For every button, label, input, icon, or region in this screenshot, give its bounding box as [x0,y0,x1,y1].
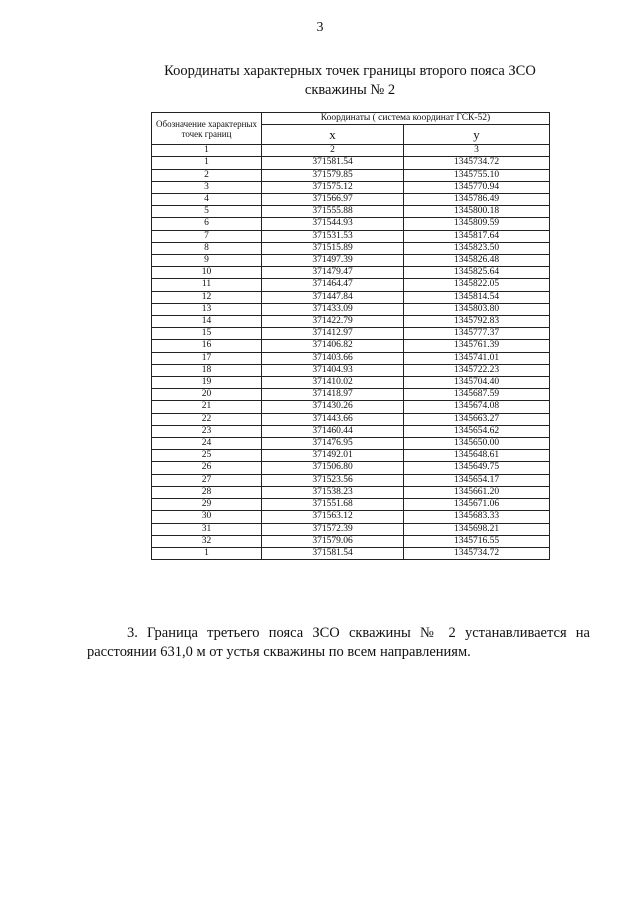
x-coordinate-cell: 371412.97 [262,328,404,340]
y-coordinate-cell: 1345704.40 [404,377,550,389]
x-coordinate-cell: 371515.89 [262,242,404,254]
point-id-cell: 10 [152,267,262,279]
point-id-cell: 18 [152,364,262,376]
header-point-designation: Обозначение характерных точек границ [152,113,262,145]
point-id-cell: 16 [152,340,262,352]
x-coordinate-cell: 371575.12 [262,181,404,193]
point-id-cell: 28 [152,486,262,498]
point-id-cell: 9 [152,255,262,267]
y-coordinate-cell: 1345741.01 [404,352,550,364]
point-id-cell: 13 [152,303,262,315]
table-row [152,535,550,547]
x-coordinate-cell: 371555.88 [262,206,404,218]
point-id-cell: 22 [152,413,262,425]
y-coordinate-cell: 1345654.17 [404,474,550,486]
x-coordinate-cell: 371551.68 [262,499,404,511]
x-coordinate-cell: 371460.44 [262,425,404,437]
y-coordinate-cell: 1345786.49 [404,194,550,206]
title-line-2: скважины № 2 [304,82,396,98]
point-id-cell: 23 [152,425,262,437]
table-row [152,462,550,474]
y-coordinate-cell: 1345661.20 [404,486,550,498]
column-number: 3 [404,145,550,157]
table-row [152,401,550,413]
table-row [152,206,550,218]
table-row [152,425,550,437]
x-coordinate-cell: 371476.95 [262,438,404,450]
table-row [152,511,550,523]
y-coordinate-cell: 1345814.54 [404,291,550,303]
table-row [152,352,550,364]
header-y: y [404,125,550,145]
table-title [150,62,550,100]
table-row [152,340,550,352]
table-row [152,291,550,303]
y-coordinate-cell: 1345654.62 [404,425,550,437]
y-coordinate-cell: 1345755.10 [404,169,550,181]
table-row [152,316,550,328]
column-number-row [152,145,550,157]
y-coordinate-cell: 1345817.64 [404,230,550,242]
x-coordinate-cell: 371418.97 [262,389,404,401]
y-coordinate-cell: 1345826.48 [404,255,550,267]
x-coordinate-cell: 371581.54 [262,157,404,169]
table-row [152,194,550,206]
table-row [152,523,550,535]
x-coordinate-cell: 371433.09 [262,303,404,315]
table-row [152,389,550,401]
y-coordinate-cell: 1345770.94 [404,181,550,193]
x-coordinate-cell: 371492.01 [262,450,404,462]
point-id-cell: 7 [152,230,262,242]
point-id-cell: 17 [152,352,262,364]
column-number: 2 [262,145,404,157]
title-line-1: Координаты характерных точек границы второго пояса ЗСО [164,63,536,79]
point-id-cell: 20 [152,389,262,401]
point-id-cell: 15 [152,328,262,340]
point-id-cell: 32 [152,535,262,547]
y-coordinate-cell: 1345649.75 [404,462,550,474]
y-coordinate-cell: 1345800.18 [404,206,550,218]
table-row [152,255,550,267]
y-coordinate-cell: 1345683.33 [404,511,550,523]
point-id-cell: 11 [152,279,262,291]
y-coordinate-cell: 1345663.27 [404,413,550,425]
table-row [152,364,550,376]
table-row [152,499,550,511]
table-row [152,413,550,425]
header-x: x [262,125,404,145]
x-coordinate-cell: 371506.80 [262,462,404,474]
y-coordinate-cell: 1345803.80 [404,303,550,315]
table-row [152,181,550,193]
x-coordinate-cell: 371410.02 [262,377,404,389]
y-coordinate-cell: 1345674.08 [404,401,550,413]
point-id-cell: 27 [152,474,262,486]
point-id-cell: 1 [152,157,262,169]
y-coordinate-cell: 1345722.23 [404,364,550,376]
table-row [152,303,550,315]
table-row [152,450,550,462]
x-coordinate-cell: 371531.53 [262,230,404,242]
table-row [152,169,550,181]
y-coordinate-cell: 1345823.50 [404,242,550,254]
point-id-cell: 31 [152,523,262,535]
x-coordinate-cell: 371464.47 [262,279,404,291]
point-id-cell: 12 [152,291,262,303]
table-row [152,486,550,498]
point-id-cell: 1 [152,547,262,559]
point-id-cell: 8 [152,242,262,254]
point-id-cell: 21 [152,401,262,413]
x-coordinate-cell: 371563.12 [262,511,404,523]
point-id-cell: 6 [152,218,262,230]
x-coordinate-cell: 371430.26 [262,401,404,413]
table-row [152,328,550,340]
table-row [152,157,550,169]
column-number: 1 [152,145,262,157]
y-coordinate-cell: 1345716.55 [404,535,550,547]
y-coordinate-cell: 1345822.05 [404,279,550,291]
x-coordinate-cell: 371479.47 [262,267,404,279]
table-row [152,377,550,389]
x-coordinate-cell: 371544.93 [262,218,404,230]
point-id-cell: 29 [152,499,262,511]
y-coordinate-cell: 1345825.64 [404,267,550,279]
x-coordinate-cell: 371579.85 [262,169,404,181]
y-coordinate-cell: 1345671.06 [404,499,550,511]
table-row [152,230,550,242]
point-id-cell: 14 [152,316,262,328]
table-row [152,279,550,291]
y-coordinate-cell: 1345734.72 [404,547,550,559]
y-coordinate-cell: 1345809.59 [404,218,550,230]
header-coordinate-system: Координаты ( система координат ГСК-52) [262,113,550,125]
point-id-cell: 26 [152,462,262,474]
boundary-paragraph: 3. Граница третьего пояса ЗСО скважины № 2 устанавливается на расстоянии 631,0 м от устья скважины по всем направлениям. [87,625,590,660]
x-coordinate-cell: 371443.66 [262,413,404,425]
point-id-cell: 3 [152,181,262,193]
point-id-cell: 19 [152,377,262,389]
x-coordinate-cell: 371403.66 [262,352,404,364]
x-coordinate-cell: 371566.97 [262,194,404,206]
x-coordinate-cell: 371523.56 [262,474,404,486]
coordinates-body [152,157,550,560]
table-row [152,267,550,279]
point-id-cell: 5 [152,206,262,218]
table-row [152,242,550,254]
y-coordinate-cell: 1345648.61 [404,450,550,462]
point-id-cell: 2 [152,169,262,181]
y-coordinate-cell: 1345698.21 [404,523,550,535]
x-coordinate-cell: 371406.82 [262,340,404,352]
y-coordinate-cell: 1345687.59 [404,389,550,401]
table-row [152,218,550,230]
y-coordinate-cell: 1345650.00 [404,438,550,450]
x-coordinate-cell: 371404.93 [262,364,404,376]
x-coordinate-cell: 371497.39 [262,255,404,267]
point-id-cell: 24 [152,438,262,450]
page-number: 3 [316,20,324,35]
y-coordinate-cell: 1345761.39 [404,340,550,352]
point-id-cell: 30 [152,511,262,523]
x-coordinate-cell: 371579.06 [262,535,404,547]
table-row [152,547,550,559]
point-id-cell: 25 [152,450,262,462]
coordinates-table [151,112,550,560]
y-coordinate-cell: 1345792.83 [404,316,550,328]
x-coordinate-cell: 371572.39 [262,523,404,535]
y-coordinate-cell: 1345734.72 [404,157,550,169]
x-coordinate-cell: 371538.23 [262,486,404,498]
table-row [152,474,550,486]
x-coordinate-cell: 371447.84 [262,291,404,303]
y-coordinate-cell: 1345777.37 [404,328,550,340]
x-coordinate-cell: 371581.54 [262,547,404,559]
x-coordinate-cell: 371422.79 [262,316,404,328]
point-id-cell: 4 [152,194,262,206]
table-row [152,438,550,450]
